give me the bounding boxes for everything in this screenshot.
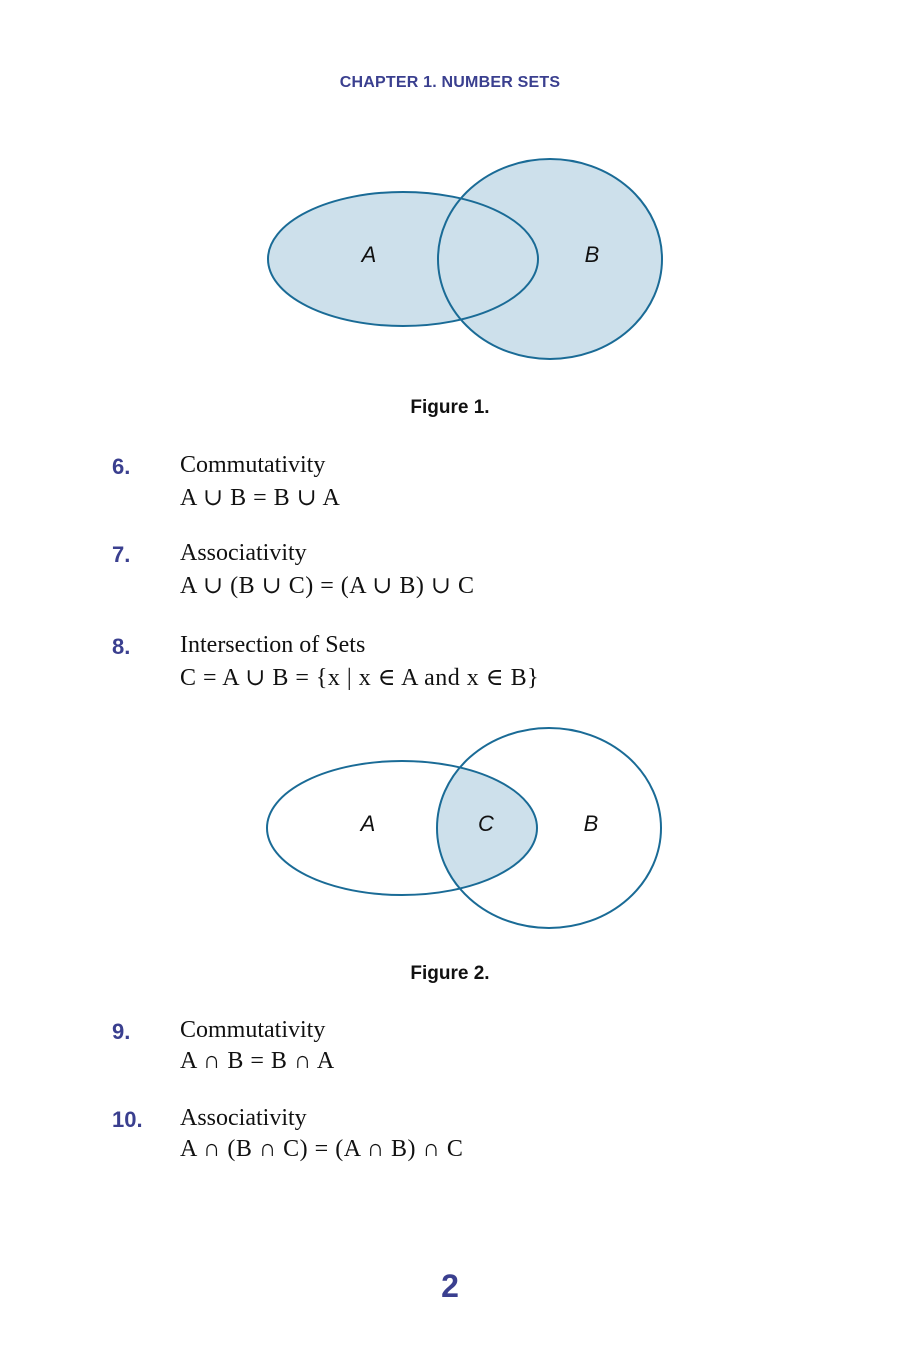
item-number: 8.: [112, 634, 131, 659]
item-title: Associativity: [180, 540, 307, 566]
page-number: 2: [441, 1268, 459, 1304]
set-c-label: C: [478, 811, 494, 836]
set-b-label: B: [583, 811, 599, 836]
item-title: Associativity: [180, 1105, 307, 1131]
venn-diagram-intersection: [0, 718, 900, 938]
figure-1-venn-union: [0, 150, 900, 370]
set-b-label: B: [584, 242, 600, 267]
figure-2-caption: Figure 2.: [410, 963, 490, 984]
item-formula: C = A ∪ B = {x | x ∈ A and x ∈ B}: [180, 665, 540, 691]
item-number: 10.: [112, 1107, 143, 1132]
item-formula: A ∩ B = B ∩ A: [180, 1048, 335, 1074]
item-number: 9.: [112, 1019, 131, 1044]
figure-1-caption: Figure 1.: [410, 397, 490, 418]
set-b-ellipse: [438, 159, 662, 359]
item-title: Intersection of Sets: [180, 632, 366, 658]
item-number: 6.: [112, 454, 131, 479]
set-a-label: A: [360, 811, 376, 836]
item-title: Commutativity: [180, 1017, 326, 1043]
item-formula: A ∪ B = B ∪ A: [180, 485, 341, 511]
item-title: Commutativity: [180, 452, 326, 478]
venn-diagram-union: [0, 150, 900, 370]
set-a-label: A: [361, 242, 377, 267]
chapter-header: CHAPTER 1. NUMBER SETS: [339, 74, 561, 91]
item-formula: A ∪ (B ∪ C) = (A ∪ B) ∪ C: [180, 573, 475, 599]
intersection-region: [437, 728, 661, 928]
figure-2-venn-intersection: [0, 718, 900, 938]
item-number: 7.: [112, 542, 131, 567]
item-formula: A ∩ (B ∩ C) = (A ∩ B) ∩ C: [180, 1136, 464, 1162]
